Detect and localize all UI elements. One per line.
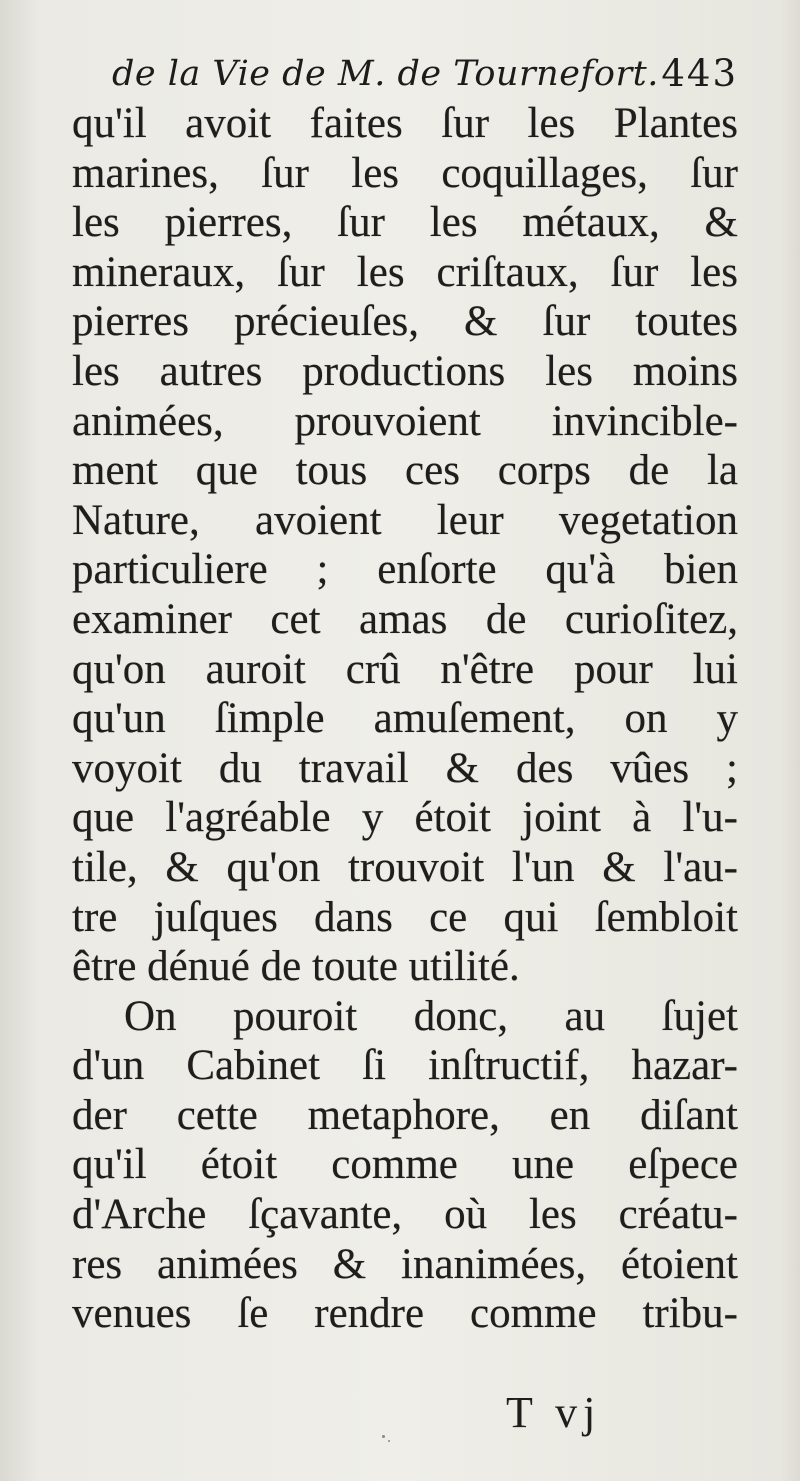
text-line: mineraux, ſur les criſtaux, ſur les: [72, 248, 738, 296]
text-line: Nature, avoient leur vegetation: [72, 496, 738, 544]
text-line: animées, prouvoient invincible-: [72, 397, 738, 445]
text-line: qu'il étoit comme une eſpece: [72, 1141, 738, 1189]
text-line: ment que tous ces corps de la: [72, 447, 738, 495]
text-line: pierres précieuſes, & ſur toutes: [72, 298, 738, 346]
catchword: T vj: [506, 1388, 602, 1437]
text-line: que l'agréable y étoit joint à l'u-: [72, 794, 738, 842]
text-line: qu'il avoit faites ſur les Plantes: [72, 100, 738, 147]
ink-speck: [380, 1432, 394, 1446]
text-line: les pierres, ſur les métaux, &: [72, 199, 738, 247]
body-text: [72, 99, 738, 1339]
paragraph-start-line: On pouroit donc, au ſujet: [124, 992, 738, 1040]
running-head: [112, 44, 742, 104]
text-line: qu'on auroit crû n'être pour lui: [72, 645, 738, 693]
page-number: 443: [661, 52, 738, 95]
text-line: der cette metaphore, en diſant: [72, 1091, 738, 1139]
text-line: tre juſques dans ce qui ſembloit: [72, 893, 738, 941]
text-line: d'Arche ſçavante, où les créatu-: [72, 1191, 738, 1239]
text-line: particuliere ; enſorte qu'à bien: [72, 546, 738, 594]
running-title: de la Vie de M. de Tournefort.: [112, 54, 659, 94]
paragraph-end-line: être dénué de toute utilité.: [72, 943, 520, 991]
text-line: qu'un ſimple amuſement, on y: [72, 695, 738, 743]
text-line: marines, ſur les coquillages, ſur: [72, 149, 738, 197]
text-line: res animées & inanimées, étoient: [72, 1240, 738, 1288]
text-line: tile, & qu'on trouvoit l'un & l'au-: [72, 843, 738, 891]
text-line: examiner cet amas de curioſitez,: [72, 595, 738, 643]
text-line: venues ſe rendre comme tribu-: [72, 1290, 738, 1338]
text-line: d'un Cabinet ſi inſtructif, hazar-: [72, 1042, 738, 1090]
text-line: les autres productions les moins: [72, 347, 738, 395]
text-line: voyoit du travail & des vûes ;: [72, 744, 738, 792]
